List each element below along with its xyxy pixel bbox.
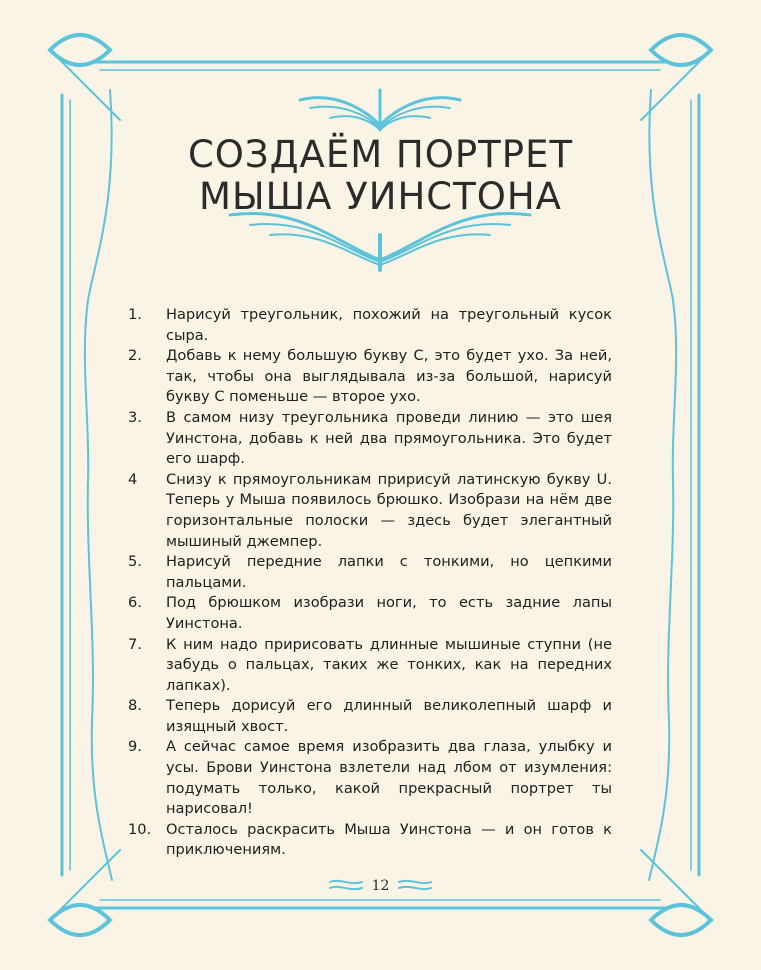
page-title <box>0 134 761 218</box>
step-text: К ним надо пририсовать длинные мышиные ступни (не забудь о пальцах, таких же тонких, как на передних лапках). <box>166 635 612 694</box>
step-number: 1. <box>128 306 142 323</box>
instructions-list <box>128 305 612 861</box>
page-number: 12 <box>371 878 390 894</box>
step-text: Снизу к прямоугольникам пририсуй латинскую букву U. Теперь у Мыша появилось брюшко. Изобрази на нём две горизонтальные полоски — здесь будет элегантный мышиный джемпер. <box>166 470 612 550</box>
step-text: Нарисуй передние лапки с тонкими, но цепкими пальцами. <box>166 553 612 591</box>
title-line-2: МЫША УИНСТОНА <box>199 175 562 218</box>
list-item <box>128 305 612 346</box>
step-number: 10. <box>128 820 152 838</box>
step-number: 5. <box>128 553 142 571</box>
list-item <box>128 408 612 470</box>
step-text: В самом низу треугольника проведи линию — это шея Уинстона, добавь к ней два прямоугольника. Это будет его шарф. <box>166 408 612 468</box>
step-number: 8. <box>128 697 142 715</box>
step-text: Осталось раскрасить Мыша Уинстона — и он готов к приключениям. <box>166 820 612 859</box>
step-text: Нарисуй треугольник, похожий на треугольный кусок сыра. <box>166 306 612 344</box>
step-text: Под брюшком изобрази ноги, то есть задние лапы Уинстона. <box>166 594 612 632</box>
list-item <box>128 737 612 819</box>
step-number: 9. <box>128 738 142 756</box>
step-number: 3. <box>128 408 142 426</box>
list-item <box>128 696 612 737</box>
step-number: 4 <box>128 470 138 488</box>
step-text: Добавь к нему большую букву С, это будет ухо. За ней, так, чтобы она выглядывала из-за большой, нарисуй букву С поменьше — второе ухо. <box>166 347 612 406</box>
list-item <box>128 470 612 552</box>
step-number: 2. <box>128 347 142 365</box>
step-number: 6. <box>128 594 142 612</box>
list-item <box>128 593 612 634</box>
step-text: А сейчас самое время изобразить два глаза, улыбку и усы. Брови Уинстона взлетели над лбом от изумления: подумать только, какой прекрасный портрет ты нарисовал! <box>166 738 612 818</box>
list-item <box>128 552 612 593</box>
step-number: 7. <box>128 635 142 653</box>
list-item <box>128 820 612 861</box>
list-item <box>128 346 612 408</box>
step-text: Теперь дорисуй его длинный великолепный шарф и изящный хвост. <box>166 697 612 735</box>
list-item <box>128 635 612 697</box>
title-line-1: СОЗДАЁМ ПОРТРЕТ <box>187 133 574 176</box>
